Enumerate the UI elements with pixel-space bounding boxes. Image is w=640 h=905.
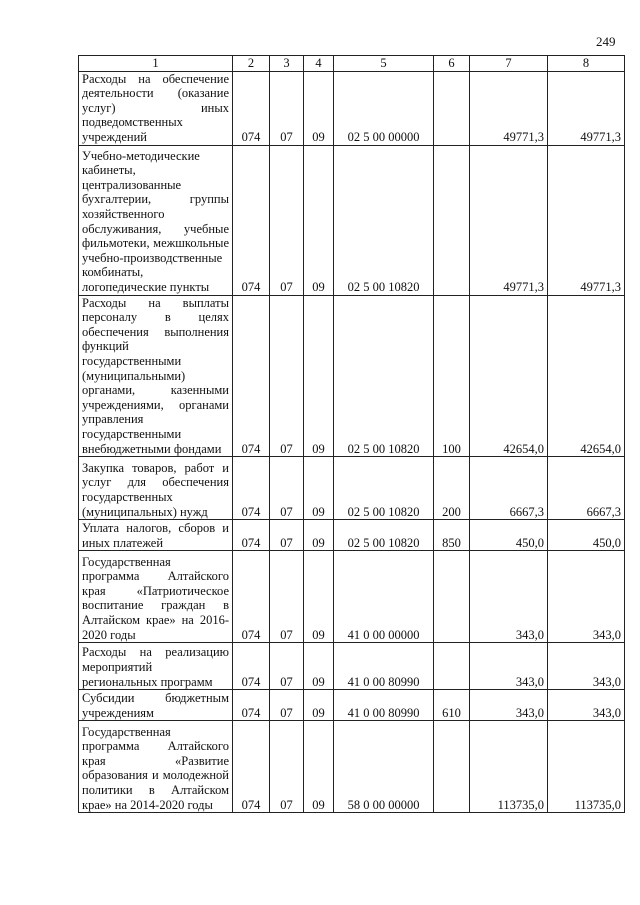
column-header: 7 xyxy=(470,56,548,72)
cell-rz: 07 xyxy=(270,295,304,457)
cell-sum-2: 6667,3 xyxy=(548,457,625,520)
cell-vr xyxy=(434,71,470,145)
row-name: Расходы на реализацию мероприятий региональных программ xyxy=(79,643,233,690)
cell-gr: 074 xyxy=(233,520,270,551)
cell-csr: 41 0 00 80990 xyxy=(334,643,434,690)
cell-rz: 07 xyxy=(270,690,304,721)
cell-sum-2: 450,0 xyxy=(548,520,625,551)
cell-sum-1: 450,0 xyxy=(470,520,548,551)
row-name: Учебно-методические кабинеты, централизованные бухгалтерии, группы хозяйственного обслуживания, учебные фильмотеки, межшкольные учебно-производственные комбинаты, логопедические пункты xyxy=(79,145,233,295)
column-header: 1 xyxy=(79,56,233,72)
cell-pr: 09 xyxy=(304,690,334,721)
table-row xyxy=(79,520,625,551)
cell-sum-1: 49771,3 xyxy=(470,71,548,145)
cell-sum-1: 42654,0 xyxy=(470,295,548,457)
page-number: 249 xyxy=(596,34,616,49)
table-row xyxy=(79,721,625,813)
cell-csr: 02 5 00 00000 xyxy=(334,71,434,145)
cell-rz: 07 xyxy=(270,721,304,813)
cell-csr: 41 0 00 00000 xyxy=(334,551,434,643)
cell-gr: 074 xyxy=(233,643,270,690)
cell-pr: 09 xyxy=(304,145,334,295)
cell-vr xyxy=(434,145,470,295)
cell-rz: 07 xyxy=(270,457,304,520)
row-name: Расходы на выплаты персоналу в целях обеспечения выполнения функций государственными (муниципальными) органами, казенными учреждениями, органами управления государственными внебюджетными фондами xyxy=(79,295,233,457)
row-name: Государственная программа Алтайского края «Развитие образования и молодежной политики в Алтайском крае» на 2014-2020 годы xyxy=(79,721,233,813)
cell-pr: 09 xyxy=(304,520,334,551)
table-row xyxy=(79,71,625,145)
budget-table xyxy=(78,55,625,813)
cell-pr: 09 xyxy=(304,295,334,457)
column-header: 2 xyxy=(233,56,270,72)
row-name: Уплата налогов, сборов и иных платежей xyxy=(79,520,233,551)
cell-sum-2: 343,0 xyxy=(548,551,625,643)
row-name: Закупка товаров, работ и услуг для обеспечения государственных (муниципальных) нужд xyxy=(79,457,233,520)
cell-gr: 074 xyxy=(233,71,270,145)
header-row xyxy=(79,56,625,72)
cell-gr: 074 xyxy=(233,551,270,643)
cell-pr: 09 xyxy=(304,643,334,690)
cell-vr: 610 xyxy=(434,690,470,721)
cell-sum-2: 42654,0 xyxy=(548,295,625,457)
cell-csr: 02 5 00 10820 xyxy=(334,295,434,457)
table-row xyxy=(79,551,625,643)
cell-rz: 07 xyxy=(270,145,304,295)
cell-sum-1: 113735,0 xyxy=(470,721,548,813)
cell-rz: 07 xyxy=(270,520,304,551)
cell-csr: 02 5 00 10820 xyxy=(334,145,434,295)
cell-gr: 074 xyxy=(233,457,270,520)
row-name: Субсидии бюджетным учреждениям xyxy=(79,690,233,721)
cell-sum-2: 343,0 xyxy=(548,690,625,721)
cell-vr: 100 xyxy=(434,295,470,457)
cell-rz: 07 xyxy=(270,643,304,690)
cell-pr: 09 xyxy=(304,551,334,643)
cell-gr: 074 xyxy=(233,295,270,457)
cell-vr: 200 xyxy=(434,457,470,520)
table-row xyxy=(79,295,625,457)
cell-vr xyxy=(434,721,470,813)
column-header: 8 xyxy=(548,56,625,72)
cell-sum-2: 343,0 xyxy=(548,643,625,690)
cell-sum-1: 343,0 xyxy=(470,690,548,721)
cell-vr xyxy=(434,643,470,690)
cell-sum-2: 49771,3 xyxy=(548,145,625,295)
table-row xyxy=(79,690,625,721)
cell-sum-2: 113735,0 xyxy=(548,721,625,813)
column-header: 6 xyxy=(434,56,470,72)
cell-vr: 850 xyxy=(434,520,470,551)
cell-csr: 02 5 00 10820 xyxy=(334,457,434,520)
cell-csr: 41 0 00 80990 xyxy=(334,690,434,721)
cell-sum-1: 343,0 xyxy=(470,551,548,643)
table-row xyxy=(79,145,625,295)
row-name: Расходы на обеспечение деятельности (оказание услуг) иных подведомственных учреждений xyxy=(79,71,233,145)
cell-gr: 074 xyxy=(233,690,270,721)
cell-gr: 074 xyxy=(233,145,270,295)
column-header: 4 xyxy=(304,56,334,72)
row-name: Государственная программа Алтайского края «Патриотическое воспитание граждан в Алтайском крае» на 2016-2020 годы xyxy=(79,551,233,643)
cell-gr: 074 xyxy=(233,721,270,813)
cell-sum-2: 49771,3 xyxy=(548,71,625,145)
cell-csr: 58 0 00 00000 xyxy=(334,721,434,813)
cell-sum-1: 343,0 xyxy=(470,643,548,690)
column-header: 3 xyxy=(270,56,304,72)
cell-pr: 09 xyxy=(304,721,334,813)
cell-rz: 07 xyxy=(270,551,304,643)
cell-pr: 09 xyxy=(304,457,334,520)
cell-csr: 02 5 00 10820 xyxy=(334,520,434,551)
cell-sum-1: 49771,3 xyxy=(470,145,548,295)
cell-sum-1: 6667,3 xyxy=(470,457,548,520)
table-row xyxy=(79,457,625,520)
column-header: 5 xyxy=(334,56,434,72)
table-row xyxy=(79,643,625,690)
cell-rz: 07 xyxy=(270,71,304,145)
cell-vr xyxy=(434,551,470,643)
cell-pr: 09 xyxy=(304,71,334,145)
